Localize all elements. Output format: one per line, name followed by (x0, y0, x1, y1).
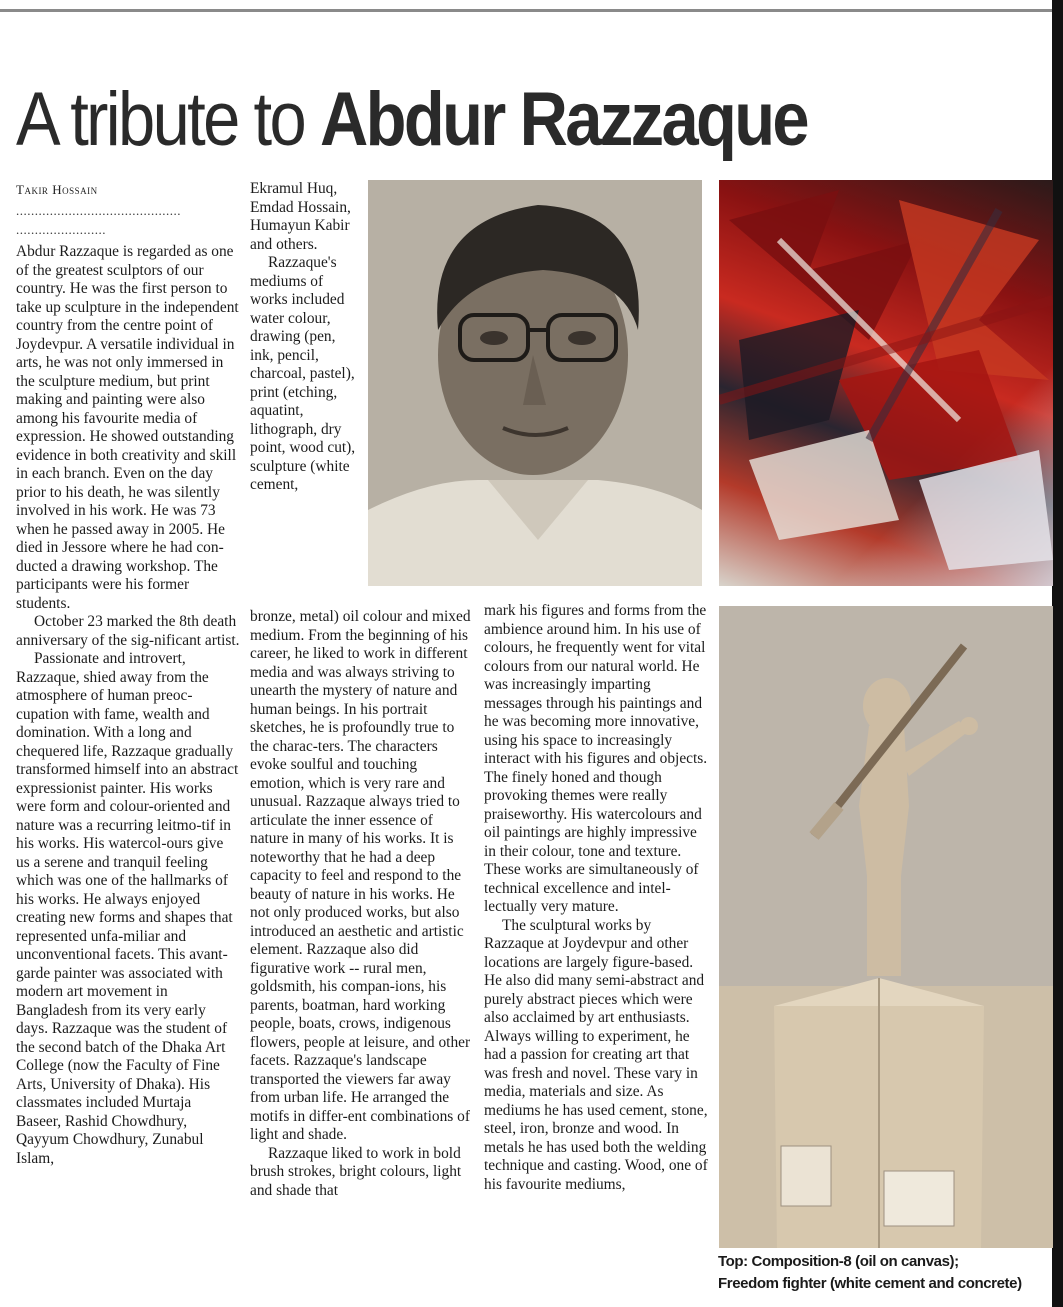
statue-illustration (719, 606, 1053, 1248)
paragraph: Razzaque liked to work in bold brush strokes, bright colours, light and shade that (250, 1144, 462, 1199)
paragraph: mark his figures and forms from the ambience around him. In his use of colours, he frequently went for vital colours from our natural world. He was increasingly imparting messages through his paintings and he was becoming more innovative, using his space to increasingly interact with his figures and objects. The finely honed and though provoking themes were really praiseworthy. His watercolours and oil paintings are highly impressive in their colour, tone and texture. These works are simultaneously of technical excellence and intel-lectually very mature. (484, 602, 708, 915)
article-column-3 (484, 602, 708, 1302)
page-edge (1052, 0, 1063, 1307)
abstract-painting (719, 180, 1053, 586)
article-column-1 (16, 243, 240, 1303)
headline-light: A tribute to (16, 77, 305, 162)
byline: Takir Hossain (16, 182, 98, 197)
paragraph: Passionate and introvert, Razzaque, shied away from the atmosphere of human preoc-cupation with fame, wealth and domination. With a long and chequered life, Razzaque gradually transformed himself into an abstract expressionist painter. His works were form and colour-oriented and nature was a recurring leitmo-tif in his works. His watercol-ours give us a serene and tranquil feeling which was one of the hallmarks of his works. He always enjoyed creating new forms and shapes that represented unfa-miliar and unconventional facets. This avant-garde painter was associated with modern art movement in Bangladesh from its very early days. Razzaque was the student of the second batch of the Dhaka Art College (now the Faculty of Fine Arts, University of Dhaka). His classmates included Murtaja Baseer, Rashid Chowdhury, Qayyum Chowdhury, Zunabul Islam, (16, 650, 239, 1167)
paragraph: Ekramul Huq, Emdad Hossain, Humayun Kabir and others. (250, 180, 351, 253)
top-rule (0, 9, 1052, 12)
statue-photo (719, 606, 1053, 1248)
byline-rule-1: ............................................ (16, 203, 181, 218)
paragraph: Abdur Razzaque is regarded as one of the greatest sculptors of our country. He was the first person to take up sculpture in the independent country from the centre point of Joydevpur. A versatile individual in arts, he was not only immersed in the sculpture medium, but print making and painting were also among his favourite media of expression. He showed outstanding evidence in both creativity and skill in each branch. Even on the day prior to his death, he was silently involved in his work. He was 73 when he passed away in 2005. He died in Jessore where he had con-ducted a drawing workshop. The participants were his former students. (16, 243, 239, 612)
headline-bold: Abdur Razzaque (320, 77, 807, 162)
paragraph: The sculptural works by Razzaque at Joydevpur and other locations are largely figure-based. He also did many semi-abstract and purely abstract pieces which were also acclaimed by art enthusiasts. Always willing to experiment, he had a passion for creating art that was fresh and novel. These vary in media, materials and size. As mediums he has used cement, stone, steel, iron, bronze and wood. In metals he has used both the welding technique and casting. Wood, one of his favourite mediums, (484, 916, 708, 1193)
byline-rule-2: ........................ (16, 222, 106, 237)
portrait-photo (368, 180, 702, 586)
paragraph: October 23 marked the 8th death anniversary of the sig-nificant artist. (16, 613, 240, 649)
caption-line-1: Top: Composition-8 (oil on canvas); (718, 1253, 959, 1270)
paragraph: Razzaque's mediums of works included water colour, drawing (pen, ink, pencil, charcoal, pastel), print (etching, aquatint, lithograph, dry point, wood cut), sculpture (white cement, (250, 254, 356, 493)
article-column-2-bottom (250, 608, 472, 1304)
painting-illustration (719, 180, 1053, 586)
portrait-illustration (368, 180, 702, 586)
article-column-2-top (250, 180, 362, 610)
paragraph: bronze, metal) oil colour and mixed medium. From the beginning of his career, he liked to work in different media and was always striving to unearth the mystery of nature and human beings. In his portrait sketches, he is profoundly true to the charac-ters. The characters evoke soulful and touching emotion, which is very rare and unusual. Razzaque always tried to articulate the inner essence of nature in many of his works. It is noteworthy that he had a deep capacity to feel and respond to the beauty of nature in his works. He not only produced works, but also introduced an aesthetic and artistic element. Razzaque also did figurative work -- rural men, goldsmith, his compan-ions, his parents, boatman, hard working people, boats, crows, indigenous flowers, people at leisure, and other facets. Razzaque's landscape transported the viewers far away from urban life. He arranged the motifs in differ-ent combinations of light and shade. (250, 608, 471, 1143)
caption-line-2: Freedom fighter (white cement and concrete) (718, 1275, 1022, 1292)
photo-caption (718, 1251, 1058, 1295)
headline (16, 72, 807, 168)
